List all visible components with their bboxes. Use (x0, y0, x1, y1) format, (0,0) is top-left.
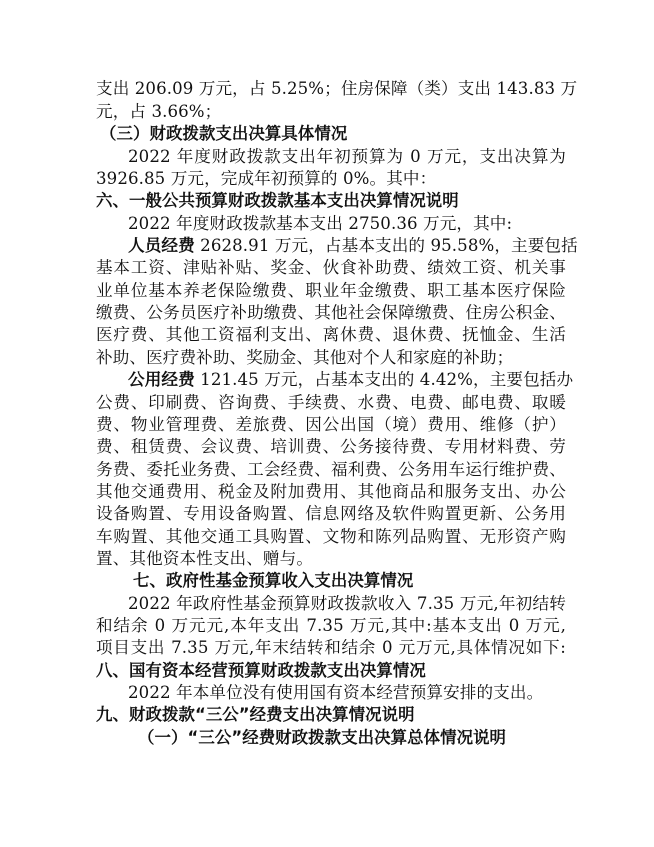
body-line: 2022 年政府性基金预算财政拨款收入 7.35 万元,年初结转 (128, 594, 566, 613)
body-line: 2022 年度财政拨款支出年初预算为 0 万元，支出决算为 (128, 147, 566, 166)
body-line: 费、物业管理费、差旅费、因公出国（境）费用、维修（护） (96, 415, 566, 434)
body-line: 基本工资、津贴补贴、奖金、伙食补助费、绩效工资、机关事 (96, 258, 566, 277)
public-expense-label: 公用经费 (128, 370, 195, 389)
subsection-heading: （一）“三公”经费财政拨款支出决算总体情况说明 (138, 728, 507, 747)
body-line: 医疗费、其他工资福利支出、离休费、退休费、抚恤金、生活 (96, 325, 566, 344)
body-line (128, 235, 578, 256)
body-line: 车购置、其他交通工具购置、文物和陈列品购置、无形资产购 (96, 527, 566, 546)
body-line: 3926.85 万元，完成年初预算的 0%。其中： (96, 169, 437, 188)
section-heading: 八、国有资本经营预算财政拨款支出决算情况 (96, 661, 426, 680)
personnel-expense-label: 人员经费 (128, 236, 195, 255)
body-line (128, 369, 574, 390)
body-line: 务费、委托业务费、工会经费、福利费、公务用车运行维护费、 (96, 460, 566, 479)
body-line: 业单位基本养老保险缴费、职业年金缴费、职工基本医疗保险 (96, 281, 566, 300)
subsection-heading: （三）财政拨款支出决算具体情况 (100, 124, 348, 143)
section-heading: 六、一般公共预算财政拨款基本支出决算情况说明 (96, 191, 459, 210)
body-line: 其他交通费用、税金及附加费用、其他商品和服务支出、办公 (96, 482, 566, 501)
body-line: 公费、印刷费、咨询费、手续费、水费、电费、邮电费、取暖 (96, 393, 566, 412)
body-line: 置、其他资本性支出、赠与。 (96, 549, 314, 568)
body-line: 2022 年本单位没有使用国有资本经营预算安排的支出。 (128, 683, 544, 702)
body-line: 缴费、公务员医疗补助缴费、其他社会保障缴费、住房公积金、 (96, 303, 566, 322)
section-heading: 七、政府性基金预算收入支出决算情况 (133, 571, 414, 590)
body-line: 2022 年度财政拨款基本支出 2750.36 万元，其中: (128, 214, 513, 233)
body-line: 和结余 0 万元元,本年支出 7.35 万元,其中:基本支出 0 万元, (96, 616, 566, 635)
personnel-expense-text: 2628.91 万元，占基本支出的 95.58%，主要包括 (194, 236, 578, 255)
public-expense-text: 121.45 万元，占基本支出的 4.42%，主要包括办 (194, 370, 574, 389)
body-line: 设备购置、专用设备购置、信息网络及软件购置更新、公务用 (96, 504, 566, 523)
body-line: 支出 206.09 万元，占 5.25%；住房保障（类）支出 143.83 万 (96, 79, 578, 98)
body-line: 元，占 3.66%； (96, 102, 222, 121)
body-line: 费、租赁费、会议费、培训费、公务接待费、专用材料费、劳 (96, 437, 566, 456)
body-line: 补助、医疗费补助、奖励金、其他对个人和家庭的补助； (96, 348, 514, 367)
section-heading: 九、财政拨款“三公”经费支出决算情况说明 (96, 705, 415, 724)
body-line: 项目支出 7.35 万元,年末结转和结余 0 元万元,具体情况如下: (96, 638, 566, 657)
